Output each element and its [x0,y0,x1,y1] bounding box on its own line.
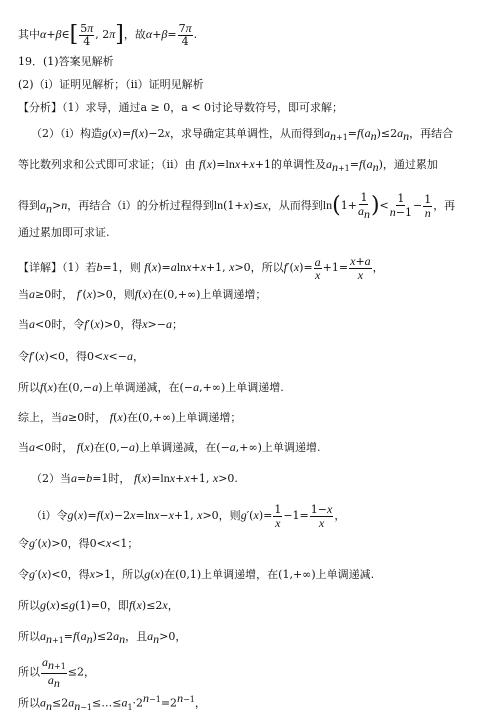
line-18: 令g′(x)>0，得0<x<1； [18,536,139,550]
line-16: （2）当a=b=1时， f(x)=lnx+x+1, x>0. [31,471,238,485]
line-4: 【分析】（1）求导，通过a ≥ 0，a < 0讨论导数符号，即可求解； [18,101,344,114]
line-17: （ⅰ）令g(x)=f(x)−2x=lnx−x+1, x>0，则g′(x)= $\frac{1}{x}$ −1= $\frac{1-x}{x}$ ， [31,502,346,530]
line-9: 【详解】（1）若b=1，则 f(x)=alnx+x+1, x>0，所以f′(x)= $\frac{a}{x}$ +1= $\frac{x+a}{x}$ ， [18,254,384,282]
line-6: 等比数列求和公式即可求证；（ⅱ）由 f(x)=lnx+x+1的单调性及$a_{n+1}=f(a_n)$，通过累加 [18,157,438,175]
line-19: 令g′(x)<0，得x>1，所以g(x)在(0,1)上单调递增，在(1,+∞)上单调递减. [18,567,375,581]
line-3: (2)（ⅰ）证明见解析；（ⅱ）证明见解析 [18,78,204,91]
line-2: 19．(1)答案见解析 [18,55,114,68]
line-23: 所以$a_n\le 2a_{n-1}\le\dots\le a_1\cdot 2^{n-1}=2^{n-1}$， [18,691,206,713]
line-21: 所以$a_{n+1}=f(a_n)\le 2a_n$，且$a_n>0$， [18,629,187,647]
line-12: 令f′(x)<0，得0<x<−a， [18,349,144,363]
line-15: 当a<0时， f(x)在(0,−a)上单调递减，在(−a,+∞)上单调递增. [18,440,321,454]
line-1: 其中α+β∈[ $\frac{5\pi}{4}$ , 2π]，故α+β= $\frac{7\pi}{4}$ . [18,21,198,48]
line-8: 通过累加即可求证. [18,226,110,239]
line-7: 得到$a_n>n$，再结合（ⅰ）的分析过程得到ln(1+x)≤x，从而得到ln(1+ $\frac{1}{a_n}$ )< $\frac{1}{n-1}$ − $\frac{1}{n}$ ，再 [18,191,456,222]
line-20: 所以g(x)≤g(1)=0，即f(x)≤2x， [18,598,179,612]
line-14: 综上，当a≥0时， f(x)在(0,+∞)上单调递增； [18,410,242,424]
line-11: 当a<0时，令f′(x)>0，得x>−a； [18,317,183,331]
line-13: 所以f(x)在(0,−a)上单调递减，在(−a,+∞)上单调递增. [18,380,284,394]
line-5: （2）（ⅰ）构造g(x)=f(x)−2x，求导确定其单调性，从而得到$a_{n+1}=f(a_n)\le 2a_n$，再结合 [31,126,454,144]
line-22: 所以 $\frac{a_{n+1}}{a_n}$ ≤2， [18,655,96,691]
line-10: 当a≥0时， f′(x)>0，则f(x)在(0,+∞)上单调递增； [18,287,267,301]
